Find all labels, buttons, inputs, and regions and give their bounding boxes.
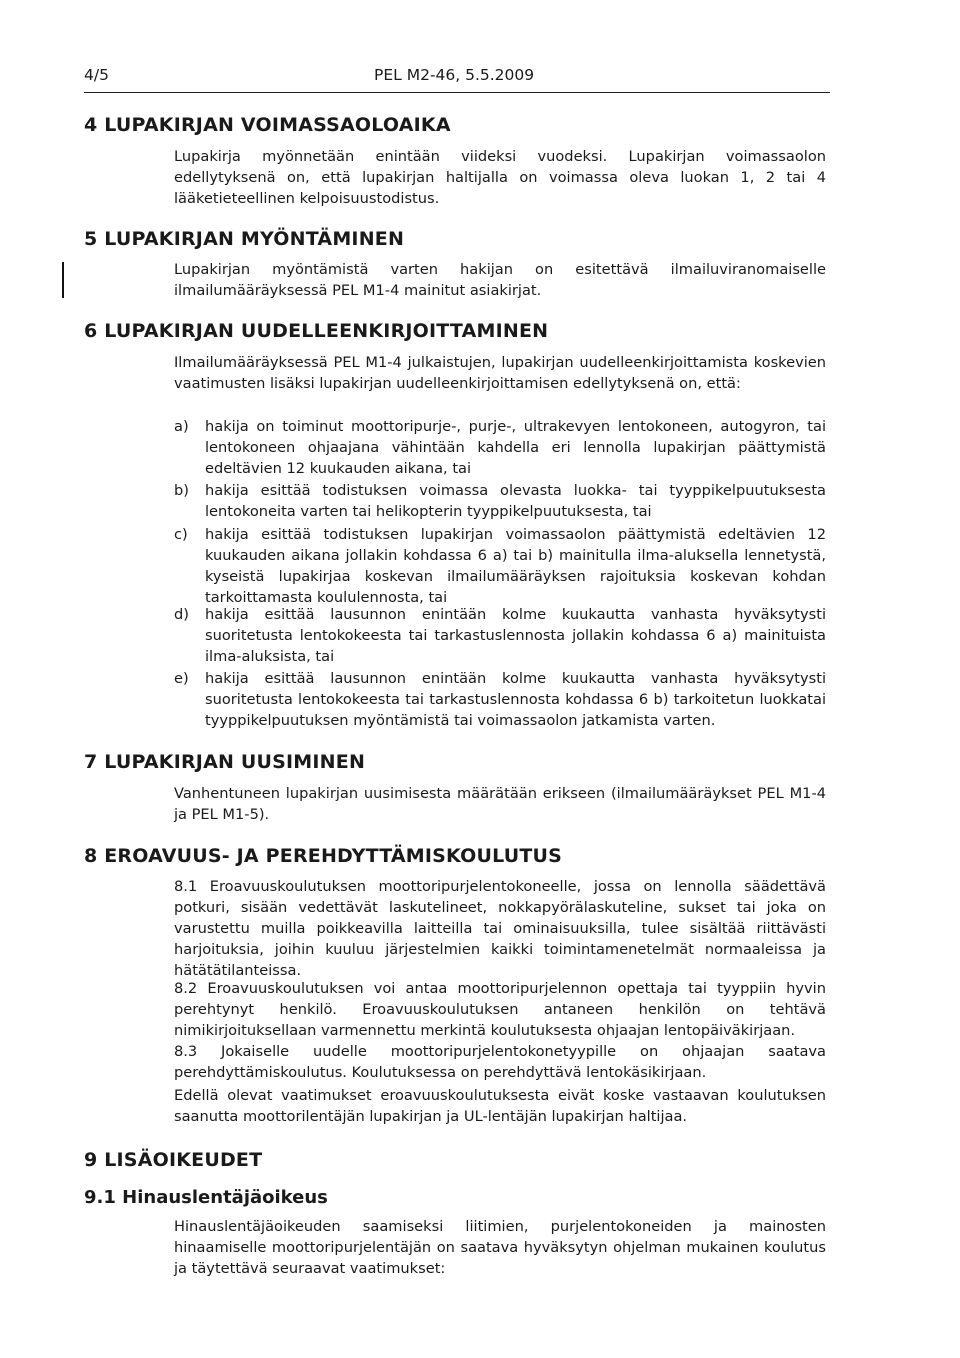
section-8-2-text: 8.2 Eroavuuskoulutuksen voi antaa moottoripurjelennon opettaja tai tyyppiin hyvin perehtynyt henkilö. Eroavuuskoulutuksen antaneen henkilön on tehtävä nimikirjoituksellaan varmennettu merkintä koulutuksesta ohjaajan lentopäiväkirjaan. <box>174 980 826 1039</box>
section-9-1-heading: 9.1 Hinauslentäjäoikeus <box>84 1187 328 1208</box>
list-item-a <box>174 416 826 479</box>
list-item-label: e) <box>174 670 189 687</box>
list-item-text: hakija esittää lausunnon enintään kolme kuukautta vanhasta hyväksytysti suoritetusta lentokokeesta tai tarkastuslennosta jollakin kohdassa 6 a) mainituista ilma-aluksista, tai <box>205 606 826 665</box>
document-reference: PEL M2-46, 5.5.2009 <box>374 66 535 84</box>
section-7-heading: 7 LUPAKIRJAN UUSIMINEN <box>84 751 366 773</box>
list-item-label: b) <box>174 482 189 499</box>
section-6-intro: Ilmailumääräyksessä PEL M1-4 julkaistujen, lupakirjan uudelleenkirjoittamista koskevien vaatimusten lisäksi lupakirjan uudelleenkirjoittamisen edellytyksenä on, että: <box>174 354 826 392</box>
list-item-label: c) <box>174 526 188 543</box>
section-5-heading: 5 LUPAKIRJAN MYÖNTÄMINEN <box>84 228 405 250</box>
list-item-b <box>174 480 826 522</box>
section-4-text: Lupakirja myönnetään enintään viideksi vuodeksi. Lupakirjan voimassaolon edellytyksenä on, että lupakirjan haltijalla on voimassa oleva luokan 1, 2 tai 4 lääketieteellinen kelpoisuustodistus. <box>174 148 826 207</box>
list-item-text: hakija esittää lausunnon enintään kolme kuukautta vanhasta hyväksytysti suoritetusta lentokokeesta tai tarkastuslennosta kohdassa 6 b) tarkoitetun luokkatai tyyppikelpuutuksen myöntämistä tai voimassaolon jatkamista varten. <box>205 670 826 729</box>
list-item-c <box>174 524 826 608</box>
section-8-3-text: 8.3 Jokaiselle uudelle moottoripurjelentokonetyypille on ohjaajan saatava perehdyttämiskoulutus. Koulutuksessa on perehdyttävä lentokäsikirjaan. <box>174 1043 826 1081</box>
section-5-text: Lupakirjan myöntämistä varten hakijan on esitettävä ilmailuviranomaiselle ilmailumääräyksessä PEL M1-4 mainitut asiakirjat. <box>174 261 826 299</box>
section-9-1-text: Hinauslentäjäoikeuden saamiseksi liitimien, purjelentokoneiden ja mainosten hinaamiselle moottoripurjelentäjän on saatava hyväksytyn ohjelman mukainen koulutus ja täytettävä seuraavat vaatimukset: <box>174 1218 826 1277</box>
list-item-text: hakija on toiminut moottoripurje-, purje-, ultrakevyen lentokoneen, autogyron, tai lentokoneen ohjaajana vähintään kahdella eri lennolla lupakirjan päättymistä edeltävien 12 kuukauden aikana, tai <box>205 418 826 477</box>
page-number: 4/5 <box>84 66 109 84</box>
page-header <box>84 66 830 93</box>
section-9-heading: 9 LISÄOIKEUDET <box>84 1149 263 1171</box>
list-item-e <box>174 668 826 731</box>
section-8-1-text: 8.1 Eroavuuskoulutuksen moottoripurjelentokoneelle, jossa on lennolla säädettävä potkuri, sisään vedettävät laskutelineet, nokkapyörälaskuteline, sukset tai joka on varustettu muilla poikkeavilla laitteilla tai ominaisuuksilla, tulee sisältää riittävästi harjoituksia, joihin kuuluu järjestelmien kaikki toimintamenetelmät normaaleissa ja hätätätilanteissa. <box>174 878 826 979</box>
list-item-text: hakija esittää todistuksen lupakirjan voimassaolon päättymistä edeltävien 12 kuukauden aikana jollakin kohdassa 6 a) tai b) mainitulla ilma-aluksella lennetystä, kyseistä lupakirjaa koskevan ilmailumääräyksen rajoituksia koskevan kohdan tarkoittamasta koululennosta, tai <box>205 526 826 606</box>
section-6-heading: 6 LUPAKIRJAN UUDELLEENKIRJOITTAMINEN <box>84 320 549 342</box>
list-item-label: d) <box>174 606 189 623</box>
list-item-d <box>174 604 826 667</box>
section-8-heading: 8 EROAVUUS- JA PEREHDYTTÄMISKOULUTUS <box>84 845 563 867</box>
list-item-label: a) <box>174 418 189 435</box>
section-8-note: Edellä olevat vaatimukset eroavuuskoulutuksesta eivät koske vastaavan koulutuksen saanutta moottorilentäjän lupakirjan ja UL-lentäjän lupakirjan haltijaa. <box>174 1087 826 1125</box>
list-item-text: hakija esittää todistuksen voimassa olevasta luokka- tai tyyppikelpuutuksesta lentokoneita varten tai helikopterin tyyppikelpuutuksesta, tai <box>205 482 826 520</box>
revision-bar <box>62 262 64 298</box>
section-4-heading: 4 LUPAKIRJAN VOIMASSAOLOAIKA <box>84 114 451 136</box>
section-7-text: Vanhentuneen lupakirjan uusimisesta määrätään erikseen (ilmailumääräykset PEL M1-4 ja PEL M1-5). <box>174 785 826 823</box>
